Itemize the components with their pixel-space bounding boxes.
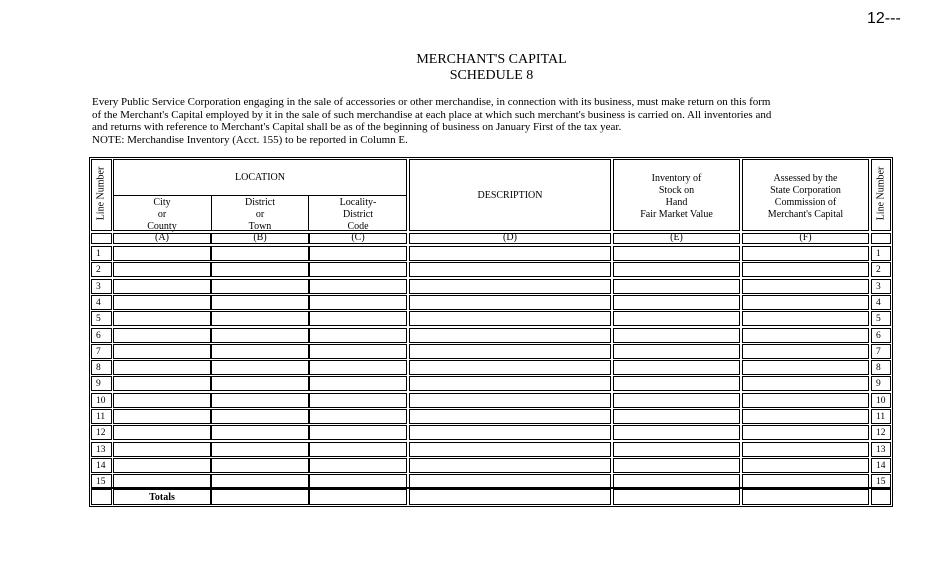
entry-cell[interactable] bbox=[742, 311, 869, 326]
entry-cell[interactable] bbox=[113, 246, 211, 261]
row-number-left: 4 bbox=[96, 298, 101, 308]
entry-cell[interactable] bbox=[211, 328, 309, 343]
row-number-left: 7 bbox=[96, 347, 101, 357]
entry-cell[interactable] bbox=[211, 279, 309, 294]
assessed-label-line: State Corporation bbox=[770, 185, 841, 196]
row-number-right: 15 bbox=[876, 477, 886, 487]
entry-cell[interactable] bbox=[409, 344, 611, 359]
line-number-cell bbox=[91, 295, 112, 310]
entry-cell[interactable] bbox=[309, 442, 407, 457]
form-title: MERCHANT'S CAPITAL bbox=[416, 52, 567, 67]
entry-cell[interactable] bbox=[742, 279, 869, 294]
entry-cell[interactable] bbox=[613, 311, 740, 326]
entry-cell[interactable] bbox=[113, 393, 211, 408]
entry-cell[interactable] bbox=[613, 425, 740, 440]
entry-cell[interactable] bbox=[742, 262, 869, 277]
entry-cell[interactable] bbox=[613, 409, 740, 424]
entry-cell[interactable] bbox=[613, 295, 740, 310]
assessed-label-line: Assessed by the bbox=[773, 173, 838, 184]
line-number-cell bbox=[91, 246, 112, 261]
page-number: 12--- bbox=[867, 10, 901, 27]
entry-cell[interactable] bbox=[409, 295, 611, 310]
entry-cell[interactable] bbox=[409, 393, 611, 408]
total-cell[interactable] bbox=[211, 489, 309, 505]
row-number-right: 9 bbox=[876, 379, 881, 389]
line-number-label-left: Line Number bbox=[95, 166, 107, 221]
entry-cell[interactable] bbox=[409, 279, 611, 294]
entry-cell[interactable] bbox=[211, 393, 309, 408]
entry-cell[interactable] bbox=[409, 328, 611, 343]
entry-cell[interactable] bbox=[742, 328, 869, 343]
entry-cell[interactable] bbox=[113, 311, 211, 326]
locality-label-line: Code bbox=[347, 221, 369, 232]
assessed-label-line: Commission of bbox=[774, 197, 837, 208]
entry-cell[interactable] bbox=[742, 360, 869, 375]
row-number-right: 8 bbox=[876, 363, 881, 373]
entry-cell[interactable] bbox=[409, 458, 611, 473]
entry-cell[interactable] bbox=[113, 344, 211, 359]
row-number-right: 5 bbox=[876, 314, 881, 324]
instruction-line: and returns with reference to Merchant's Capital shall be as of the beginning of business on January First of the tax year. bbox=[92, 121, 622, 133]
entry-cell[interactable] bbox=[211, 458, 309, 473]
entry-cell[interactable] bbox=[309, 246, 407, 261]
entry-cell[interactable] bbox=[742, 376, 869, 391]
entry-cell[interactable] bbox=[309, 262, 407, 277]
column-letter: (E) bbox=[670, 232, 683, 243]
column-letter: (D) bbox=[503, 232, 517, 243]
line-number-cell bbox=[91, 279, 112, 294]
entry-cell[interactable] bbox=[113, 328, 211, 343]
entry-cell[interactable] bbox=[742, 425, 869, 440]
inventory-label-line: Inventory of bbox=[651, 173, 702, 184]
column-letter: (B) bbox=[253, 232, 267, 243]
entry-cell[interactable] bbox=[613, 279, 740, 294]
description-label: DESCRIPTION bbox=[477, 190, 543, 201]
row-number-right: 7 bbox=[876, 347, 881, 357]
entry-cell[interactable] bbox=[309, 425, 407, 440]
entry-cell[interactable] bbox=[113, 458, 211, 473]
total-cell[interactable] bbox=[309, 489, 407, 505]
entry-cell[interactable] bbox=[613, 262, 740, 277]
city-label-line: County bbox=[147, 221, 177, 232]
line-number-cell bbox=[871, 328, 891, 343]
letter-cell-left bbox=[91, 233, 112, 244]
entry-cell[interactable] bbox=[211, 409, 309, 424]
line-number-cell bbox=[871, 295, 891, 310]
entry-cell[interactable] bbox=[613, 328, 740, 343]
row-number-left: 12 bbox=[96, 428, 106, 438]
entry-cell[interactable] bbox=[409, 360, 611, 375]
line-number-cell bbox=[871, 311, 891, 326]
entry-cell[interactable] bbox=[742, 409, 869, 424]
entry-cell[interactable] bbox=[613, 458, 740, 473]
city-label-line: or bbox=[157, 209, 167, 220]
entry-cell[interactable] bbox=[309, 376, 407, 391]
entry-cell[interactable] bbox=[113, 442, 211, 457]
total-cell[interactable] bbox=[409, 489, 611, 505]
line-number-cell bbox=[91, 344, 112, 359]
row-number-right: 14 bbox=[876, 461, 886, 471]
line-number-cell bbox=[871, 262, 891, 277]
entry-cell[interactable] bbox=[113, 360, 211, 375]
entry-cell[interactable] bbox=[211, 295, 309, 310]
entry-cell[interactable] bbox=[211, 262, 309, 277]
row-number-right: 12 bbox=[876, 428, 886, 438]
line-number-cell bbox=[871, 489, 891, 505]
row-number-left: 11 bbox=[96, 412, 106, 422]
entry-cell[interactable] bbox=[742, 344, 869, 359]
entry-cell[interactable] bbox=[113, 262, 211, 277]
row-number-right: 2 bbox=[876, 265, 881, 275]
row-number-left: 8 bbox=[96, 363, 101, 373]
city-label bbox=[113, 197, 211, 233]
inventory-label-line: Fair Market Value bbox=[640, 209, 713, 220]
entry-cell[interactable] bbox=[309, 295, 407, 310]
row-number-right: 1 bbox=[876, 249, 881, 259]
line-number-cell bbox=[91, 360, 112, 375]
line-number-cell bbox=[91, 262, 112, 277]
line-number-cell bbox=[91, 489, 112, 505]
row-number-left: 13 bbox=[96, 445, 106, 455]
entry-cell[interactable] bbox=[309, 409, 407, 424]
inventory-label-line: Hand bbox=[665, 197, 688, 208]
column-letter: (A) bbox=[155, 232, 169, 243]
entry-cell[interactable] bbox=[409, 425, 611, 440]
assessed-label-line: Merchant's Capital bbox=[767, 209, 844, 220]
entry-cell[interactable] bbox=[211, 344, 309, 359]
entry-cell[interactable] bbox=[309, 311, 407, 326]
entry-cell[interactable] bbox=[211, 311, 309, 326]
line-number-cell bbox=[91, 311, 112, 326]
row-number-right: 10 bbox=[876, 396, 886, 406]
row-number-left: 14 bbox=[96, 461, 106, 471]
line-number-cell bbox=[871, 246, 891, 261]
entry-cell[interactable] bbox=[409, 246, 611, 261]
row-number-left: 5 bbox=[96, 314, 101, 324]
row-number-left: 10 bbox=[96, 396, 106, 406]
line-number-cell bbox=[871, 376, 891, 391]
letter-cell-right bbox=[871, 233, 891, 244]
entry-cell[interactable] bbox=[309, 328, 407, 343]
instruction-line: Every Public Service Corporation engaging in the sale of accessories or other merchandise, in connection with its business, must make return on this form bbox=[92, 96, 771, 108]
entry-cell[interactable] bbox=[309, 393, 407, 408]
locality-label bbox=[309, 197, 407, 233]
entry-cell[interactable] bbox=[613, 393, 740, 408]
entry-cell[interactable] bbox=[409, 262, 611, 277]
entry-cell[interactable] bbox=[613, 442, 740, 457]
row-number-left: 1 bbox=[96, 249, 101, 259]
entry-cell[interactable] bbox=[211, 376, 309, 391]
line-number-cell bbox=[871, 344, 891, 359]
row-number-left: 2 bbox=[96, 265, 101, 275]
entry-cell[interactable] bbox=[742, 393, 869, 408]
district-label-line: or bbox=[255, 209, 265, 220]
entry-cell[interactable] bbox=[211, 425, 309, 440]
row-number-right: 13 bbox=[876, 445, 886, 455]
entry-cell[interactable] bbox=[742, 295, 869, 310]
entry-cell[interactable] bbox=[113, 409, 211, 424]
instruction-line: of the Merchant's Capital employed by it in the sale of such merchandise at each place at which such merchant's business is carried on. All inventories and bbox=[92, 108, 772, 121]
entry-cell[interactable] bbox=[113, 425, 211, 440]
row-number-left: 3 bbox=[96, 282, 101, 292]
row-number-left: 9 bbox=[96, 379, 101, 389]
entry-cell[interactable] bbox=[409, 376, 611, 391]
entry-cell[interactable] bbox=[613, 360, 740, 375]
total-cell[interactable] bbox=[742, 489, 869, 505]
row-number-right: 4 bbox=[876, 298, 881, 308]
total-cell[interactable] bbox=[613, 489, 740, 505]
instruction-note: NOTE: Merchandise Inventory (Acct. 155) to be reported in Column E. bbox=[92, 133, 408, 146]
locality-label-line: District bbox=[343, 209, 373, 220]
totals-label: Totals bbox=[149, 492, 175, 503]
entry-cell[interactable] bbox=[309, 458, 407, 473]
inventory-label bbox=[613, 173, 740, 221]
column-letter: (C) bbox=[351, 232, 365, 243]
entry-cell[interactable] bbox=[211, 246, 309, 261]
district-label-line: District bbox=[245, 197, 275, 208]
column-letter: (F) bbox=[799, 232, 812, 243]
entry-cell[interactable] bbox=[742, 442, 869, 457]
entry-cell[interactable] bbox=[309, 344, 407, 359]
inventory-label-line: Stock on bbox=[658, 185, 695, 196]
entry-cell[interactable] bbox=[113, 295, 211, 310]
line-number-label-right: Line Number bbox=[875, 166, 887, 221]
locality-label-line: Locality- bbox=[339, 197, 377, 208]
instructions bbox=[92, 96, 792, 146]
entry-cell[interactable] bbox=[613, 246, 740, 261]
entry-cell[interactable] bbox=[309, 279, 407, 294]
row-number-right: 6 bbox=[876, 331, 881, 341]
row-number-left: 6 bbox=[96, 331, 101, 341]
entry-cell[interactable] bbox=[211, 360, 309, 375]
entry-cell[interactable] bbox=[113, 279, 211, 294]
line-number-cell bbox=[871, 279, 891, 294]
location-label: LOCATION bbox=[235, 172, 285, 183]
line-number-cell bbox=[91, 328, 112, 343]
line-number-cell bbox=[871, 360, 891, 375]
entry-cell[interactable] bbox=[409, 442, 611, 457]
entry-cell[interactable] bbox=[113, 376, 211, 391]
entry-cell[interactable] bbox=[211, 442, 309, 457]
city-label-line: City bbox=[153, 197, 171, 208]
row-number-left: 15 bbox=[96, 477, 106, 487]
entry-cell[interactable] bbox=[742, 246, 869, 261]
row-number-right: 11 bbox=[876, 412, 886, 422]
district-label-line: Town bbox=[248, 221, 272, 232]
entry-cell[interactable] bbox=[409, 311, 611, 326]
line-number-cell bbox=[91, 376, 112, 391]
entry-cell[interactable] bbox=[309, 360, 407, 375]
assessed-label bbox=[742, 173, 869, 221]
row-number-right: 3 bbox=[876, 282, 881, 292]
entry-cell[interactable] bbox=[409, 409, 611, 424]
form-subtitle: SCHEDULE 8 bbox=[449, 68, 534, 83]
district-label bbox=[211, 197, 309, 233]
entry-cell[interactable] bbox=[742, 458, 869, 473]
entry-cell[interactable] bbox=[613, 376, 740, 391]
entry-cell[interactable] bbox=[613, 344, 740, 359]
